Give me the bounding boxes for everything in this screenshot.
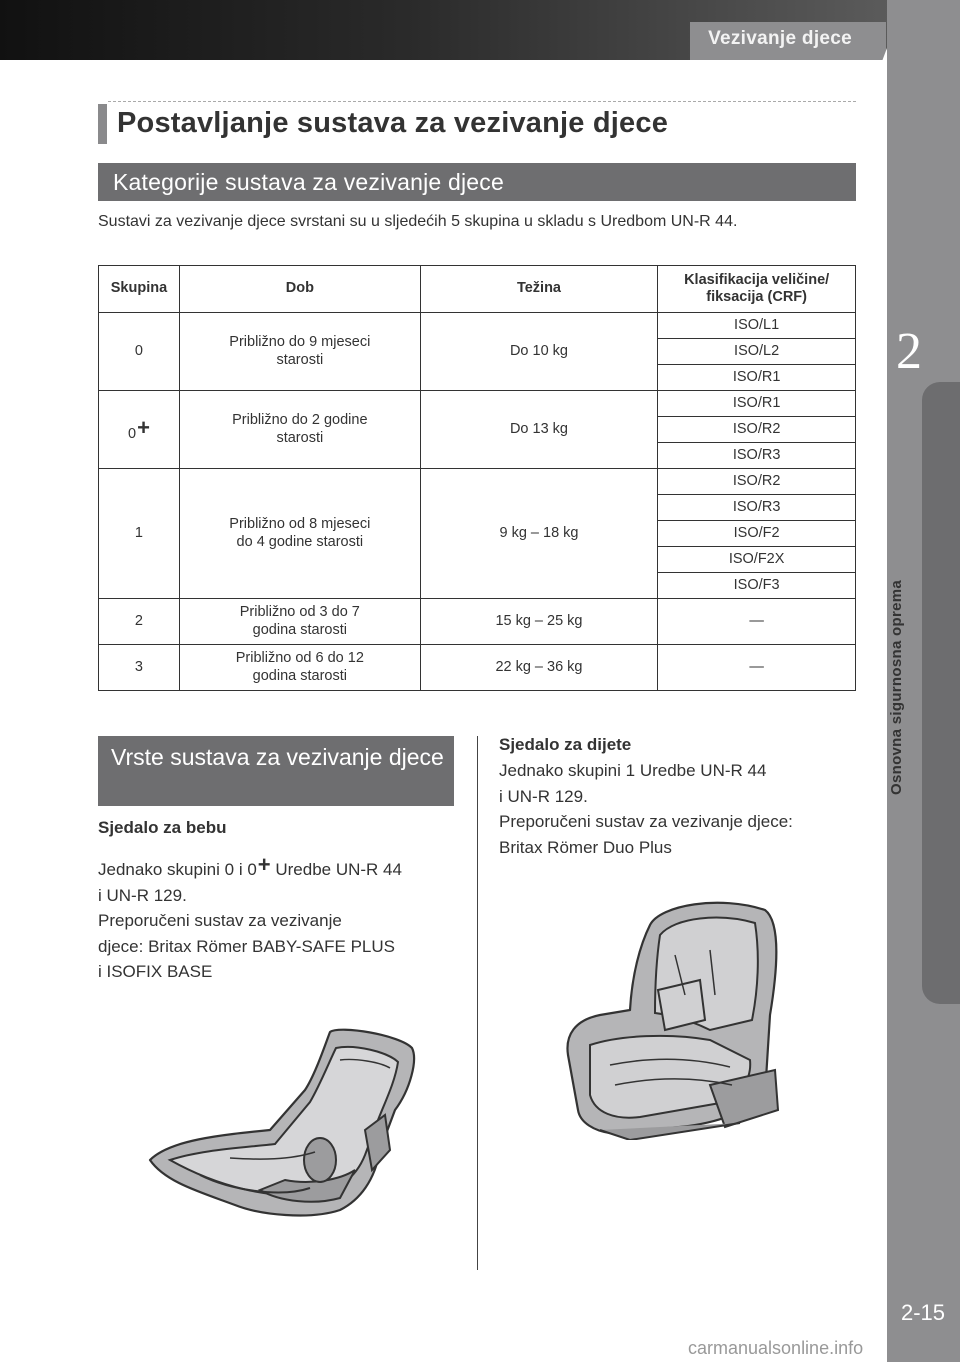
baby-seat-line-post: Uredbe UN-R 44 xyxy=(270,860,402,879)
cell-crf: ISO/R2 xyxy=(658,469,856,495)
cell-crf: ISO/R1 xyxy=(658,365,856,391)
heading-marker xyxy=(98,104,107,144)
categories-heading: Kategorije sustava za vezivanje djece xyxy=(113,169,504,195)
group-value: 2 xyxy=(134,612,143,629)
header-weight: Težina xyxy=(420,266,658,313)
group-table xyxy=(98,265,856,691)
baby-seat-line xyxy=(98,852,468,883)
plus-mark: + xyxy=(257,852,271,877)
cell-crf: — xyxy=(658,645,856,691)
cell-group xyxy=(99,313,180,391)
chapter-tab xyxy=(922,382,960,1004)
baby-seat-line-pre: Jednako skupini 0 i 0 xyxy=(98,860,257,879)
cell-crf: ISO/R3 xyxy=(658,443,856,469)
chapter-title: Osnovna sigurnosna oprema xyxy=(888,579,905,796)
cell-group xyxy=(99,645,180,691)
group-value: 0 xyxy=(134,342,143,359)
group-value: 0 xyxy=(128,426,137,443)
baby-seat-line: i ISOFIX BASE xyxy=(98,962,213,981)
cell-weight: Do 13 kg xyxy=(420,391,658,469)
cell-crf: ISO/R3 xyxy=(658,495,856,521)
child-seat-line: i UN-R 129. xyxy=(499,786,588,806)
child-seat-line: Jednako skupini 1 Uredbe UN-R 44 xyxy=(499,761,767,780)
group-value: 3 xyxy=(134,658,143,675)
column-divider xyxy=(477,736,478,1270)
page-title: Postavljanje sustava za vezivanje djece xyxy=(117,107,669,139)
table-row xyxy=(99,391,856,417)
header-group: Skupina xyxy=(99,266,180,313)
table-body xyxy=(99,313,856,691)
cell-crf: ISO/R1 xyxy=(658,391,856,417)
plus-mark: + xyxy=(137,415,150,441)
table-row xyxy=(99,645,856,691)
baby-seat-text xyxy=(98,852,468,985)
baby-seat-line: Preporučeni sustav za vezivanje xyxy=(98,911,342,930)
table-header-row xyxy=(99,266,856,313)
cell-group xyxy=(99,391,180,469)
cell-age: Približno od 3 do 7 godina starosti xyxy=(179,599,420,645)
child-seat-text xyxy=(499,758,859,860)
cell-age: Približno od 6 do 12 godina starosti xyxy=(179,645,420,691)
header-crf: Klasifikacija veličine/ fiksacija (CRF) xyxy=(658,266,856,313)
cell-group xyxy=(99,469,180,599)
cell-crf: ISO/F3 xyxy=(658,573,856,599)
cell-crf: ISO/R2 xyxy=(658,417,856,443)
baby-seat-illustration xyxy=(140,1020,430,1230)
page-number: 2-15 xyxy=(900,1300,946,1325)
table-row xyxy=(99,469,856,495)
baby-seat-line: djece: Britax Römer BABY-SAFE PLUS xyxy=(98,936,395,956)
table-row xyxy=(99,599,856,645)
cell-age: Približno do 9 mjeseci starosti xyxy=(179,313,420,391)
chapter-number: 2 xyxy=(896,323,922,380)
cell-crf: — xyxy=(658,599,856,645)
cell-weight: 15 kg – 25 kg xyxy=(420,599,658,645)
cell-age: Približno od 8 mjeseci do 4 godine starosti xyxy=(179,469,420,599)
cell-weight: 22 kg – 36 kg xyxy=(420,645,658,691)
child-seat-title: Sjedalo za dijete xyxy=(499,735,632,754)
header-age: Dob xyxy=(179,266,420,313)
child-seat-line: Britax Römer Duo Plus xyxy=(499,837,672,857)
cell-crf: ISO/L2 xyxy=(658,339,856,365)
cell-weight: 9 kg – 18 kg xyxy=(420,469,658,599)
cell-age: Približno do 2 godine starosti xyxy=(179,391,420,469)
baby-seat-line: i UN-R 129. xyxy=(98,885,187,905)
watermark: carmanualsonline.info xyxy=(688,1338,864,1358)
cell-crf: ISO/F2X xyxy=(658,547,856,573)
group-value: 1 xyxy=(134,524,143,541)
child-seat-illustration xyxy=(560,895,785,1140)
cell-group xyxy=(99,599,180,645)
cell-crf: ISO/L1 xyxy=(658,313,856,339)
cell-weight: Do 10 kg xyxy=(420,313,658,391)
table-row xyxy=(99,313,856,339)
baby-seat-title: Sjedalo za bebu xyxy=(98,818,227,837)
types-heading: Vrste sustava za vezivanje djece xyxy=(111,744,444,770)
section-title: Vezivanje djece xyxy=(708,28,852,49)
categories-intro: Sustavi za vezivanje djece svrstani su u sljedećih 5 skupina u skladu s Uredbom UN-R 44. xyxy=(98,213,738,230)
cell-crf: ISO/F2 xyxy=(658,521,856,547)
child-seat-line: Preporučeni sustav za vezivanje djece: xyxy=(499,812,793,831)
heading-rule xyxy=(108,101,856,102)
